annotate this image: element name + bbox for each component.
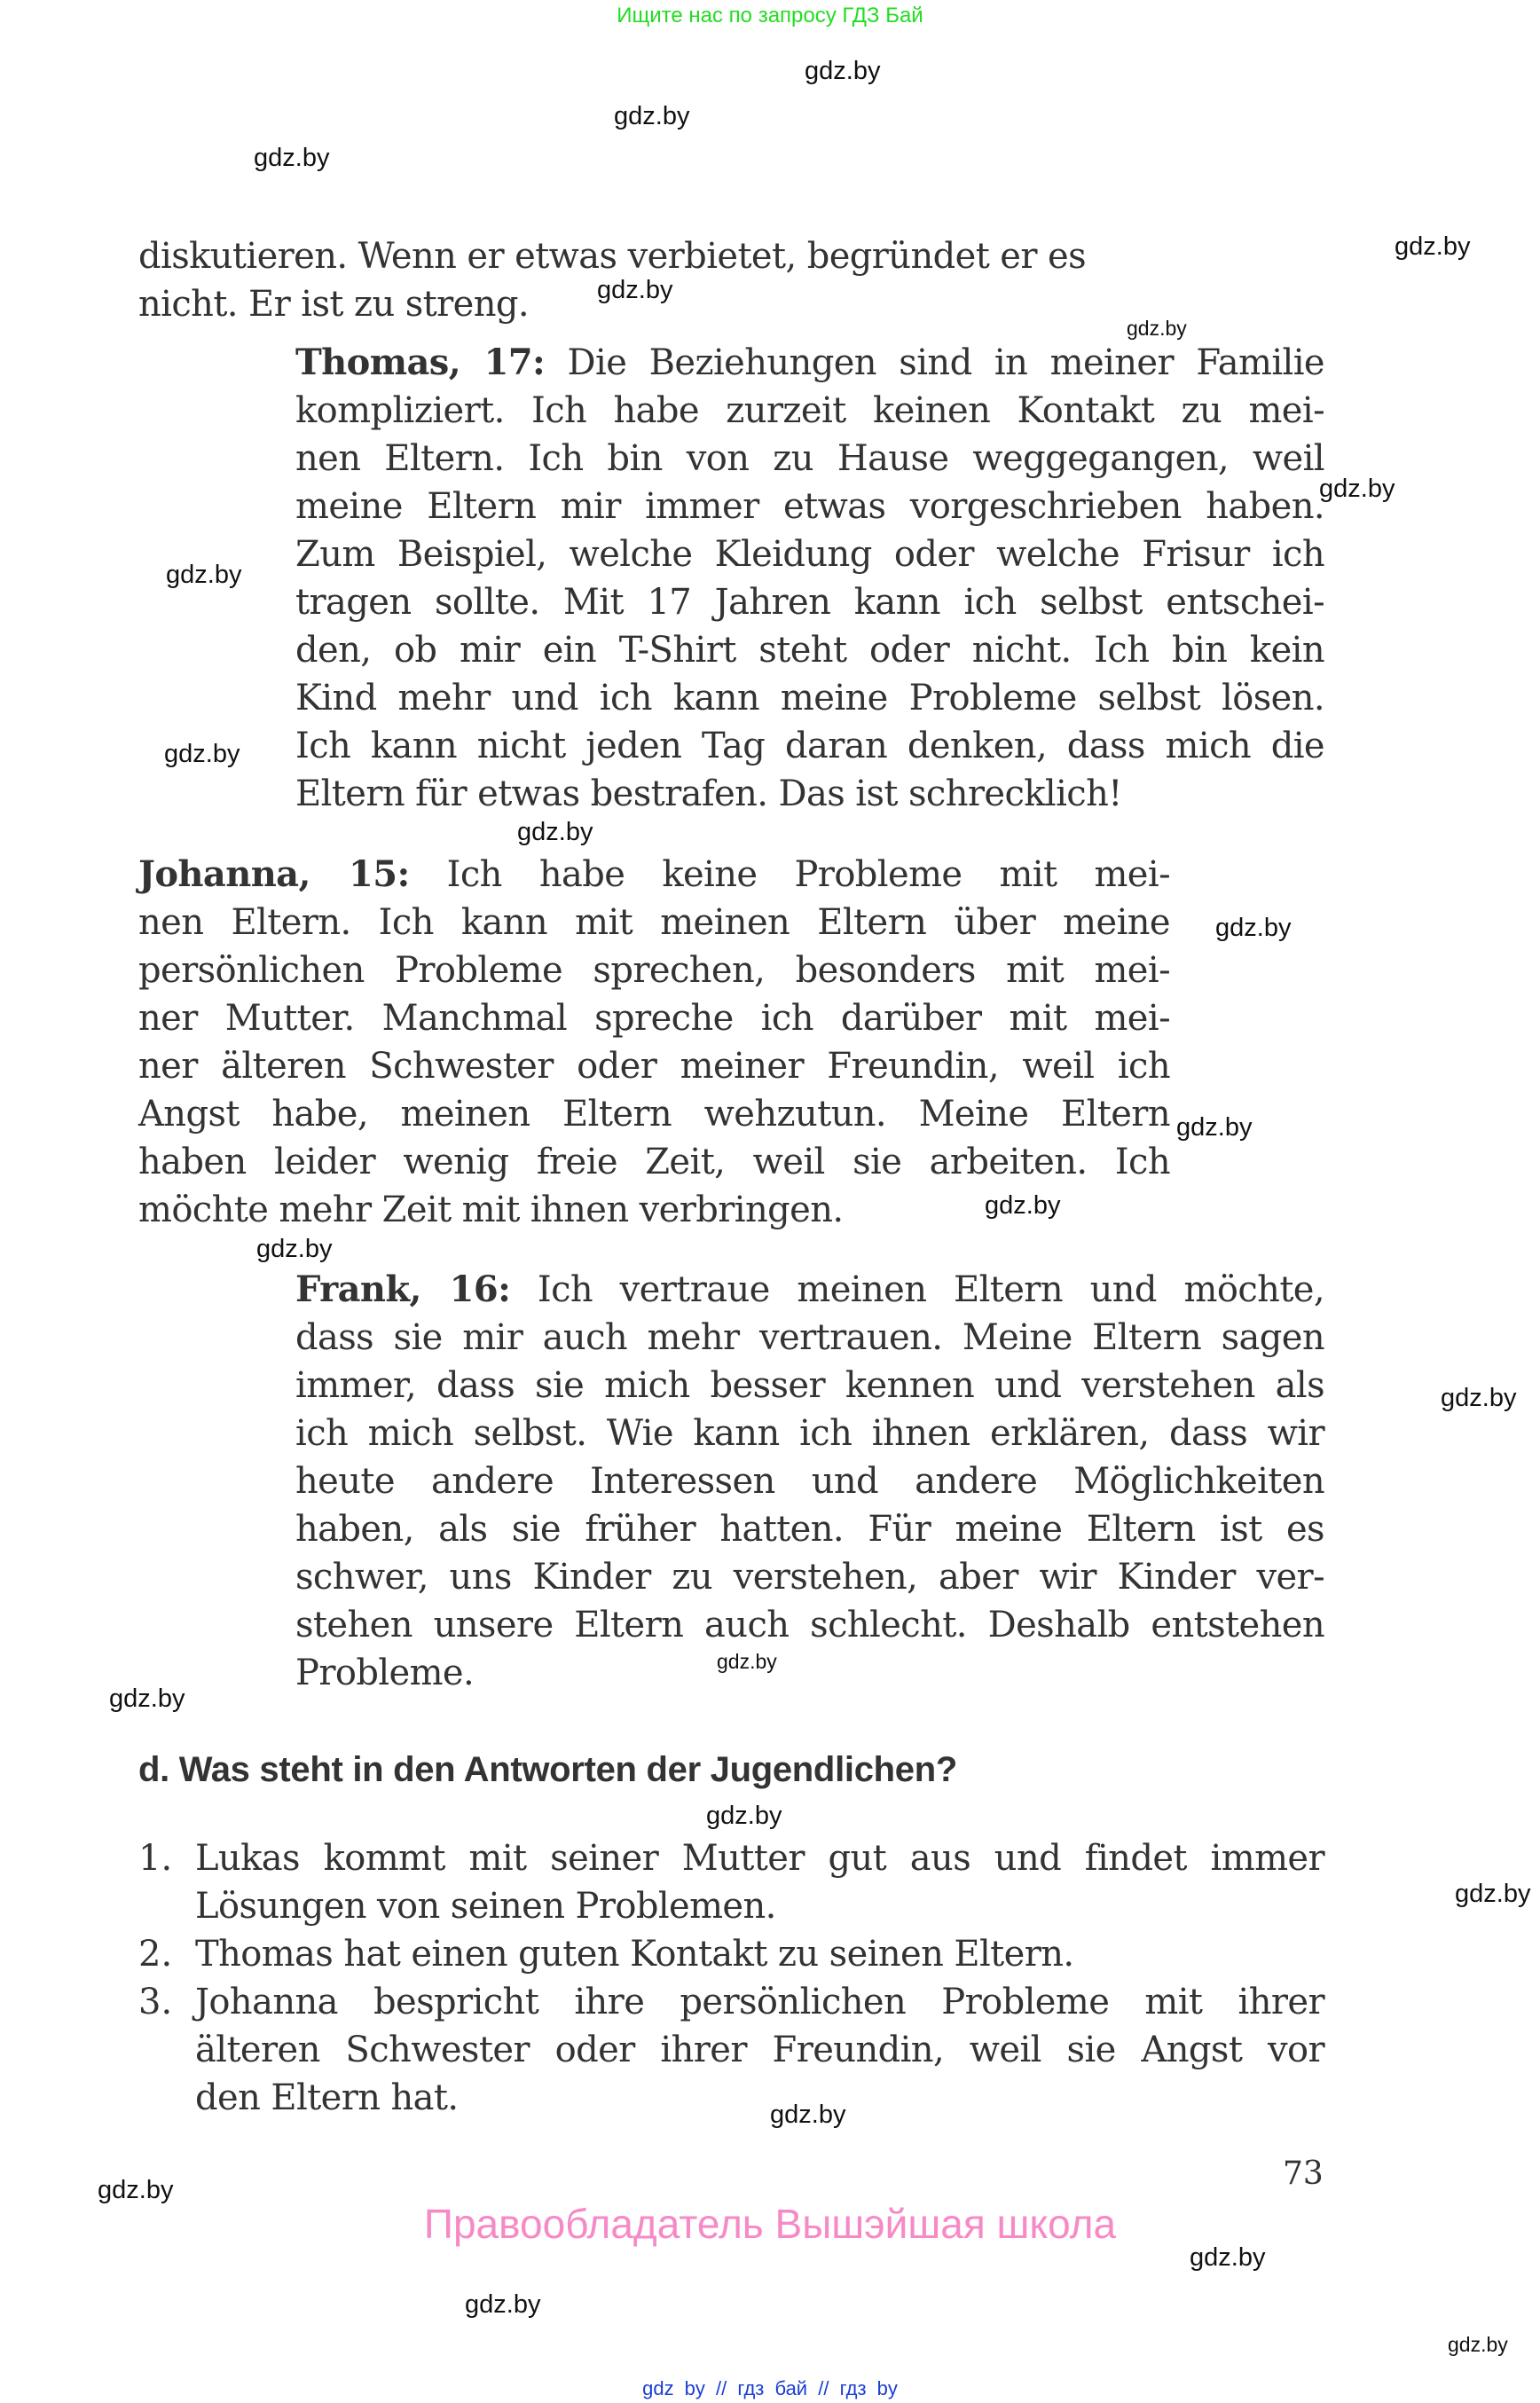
text-line: diskutieren. Wenn er etwas verbietet, begründet er es (138, 236, 1087, 277)
watermark: gdz.by (706, 1802, 782, 1830)
list-item-text: Lösungen von seinen Problemen. (195, 1886, 776, 1927)
text-line: kompliziert. Ich habe zurzeit keinen Kontakt zu mei- (295, 390, 1324, 431)
watermark: gdz.by (109, 1684, 185, 1713)
watermark: gdz.by (1127, 317, 1187, 340)
speaker-name: Johanna, 15: (138, 853, 410, 895)
search-banner: Ищите нас по запросу ГДЗ Бай (617, 4, 923, 27)
footer-links (0, 2377, 1540, 2400)
watermark: gdz.by (770, 2101, 846, 2129)
list-item-text: Thomas hat einen guten Kontakt zu seinen Eltern. (195, 1934, 1074, 1975)
text-line: Probleme. (295, 1653, 475, 1693)
text-line: Angst habe, meinen Eltern wehzutun. Meine Eltern (138, 1094, 1170, 1135)
footer-separator: // (716, 2377, 727, 2399)
speaker-name: Frank, 16: (295, 1268, 511, 1310)
text-line: den, ob mir ein T-Shirt steht oder nicht. Ich bin kein (295, 630, 1324, 671)
text-line: Zum Beispiel, welche Kleidung oder welche Frisur ich (295, 534, 1324, 575)
list-item-number: 3. (138, 1982, 173, 2022)
text-line: schwer, uns Kinder zu verstehen, aber wir Kinder ver- (295, 1557, 1324, 1598)
footer-link-gdz-by-cyr[interactable]: гдз by (839, 2377, 898, 2399)
watermark: gdz.by (717, 1650, 777, 1673)
text-line: Frank, 16: Ich vertraue meinen Eltern und möchte, (295, 1268, 1324, 1310)
text-line: heute andere Interessen und andere Möglichkeiten (295, 1461, 1324, 1502)
watermark: gdz.by (1455, 1880, 1531, 1908)
watermark: gdz.by (1319, 475, 1395, 503)
watermark: gdz.by (164, 740, 240, 768)
footer-separator: // (818, 2377, 829, 2399)
watermark: gdz.by (805, 57, 881, 85)
text-line: immer, dass sie mich besser kennen und verstehen als (295, 1365, 1324, 1406)
exercise-heading: d. Was steht in den Antworten der Jugendlichen? (138, 1750, 957, 1789)
list-item-text: Lukas kommt mit seiner Mutter gut aus und findet immer (195, 1838, 1324, 1879)
list-item-text: älteren Schwester oder ihrer Freundin, weil sie Angst vor (195, 2030, 1324, 2070)
footer-link-gdz-bai[interactable]: гдз бай (737, 2377, 808, 2399)
text-line: nicht. Er ist zu streng. (138, 284, 529, 325)
copyright-notice: Правообладатель Вышэйшая школа (423, 2201, 1117, 2247)
watermark: gdz.by (517, 818, 593, 846)
list-item-text: Johanna bespricht ihre persönlichen Probleme mit ihrer (195, 1982, 1324, 2022)
text-line: Ich kann nicht jeden Tag daran denken, dass mich die (295, 726, 1324, 766)
text-line: stehen unsere Eltern auch schlecht. Deshalb entstehen (295, 1605, 1324, 1645)
watermark: gdz.by (1190, 2243, 1266, 2272)
text-line: persönlichen Probleme sprechen, besonders mit mei- (138, 950, 1170, 991)
footer-link-gdz-by[interactable]: gdz by (642, 2377, 705, 2399)
text-line: Thomas, 17: Die Beziehungen sind in meiner Familie (295, 342, 1324, 383)
watermark: gdz.by (98, 2176, 174, 2204)
watermark: gdz.by (1395, 232, 1471, 261)
watermark: gdz.by (614, 102, 690, 130)
watermark: gdz.by (256, 1235, 333, 1263)
watermark: gdz.by (254, 144, 330, 172)
text-line: ner älteren Schwester oder meiner Freundin, weil ich (138, 1046, 1170, 1087)
text-line: ner Mutter. Manchmal spreche ich darüber mit mei- (138, 998, 1170, 1039)
watermark: gdz.by (166, 561, 242, 589)
text-line: nen Eltern. Ich bin von zu Hause weggegangen, weil (295, 438, 1324, 479)
speaker-name: Thomas, 17: (295, 342, 546, 383)
text-line: dass sie mir auch mehr vertrauen. Meine Eltern sagen (295, 1317, 1324, 1358)
watermark: gdz.by (1215, 914, 1292, 942)
text-line: nen Eltern. Ich kann mit meinen Eltern über meine (138, 902, 1170, 943)
watermark: gdz.by (985, 1191, 1061, 1220)
watermark: gdz.by (1448, 2333, 1508, 2356)
text-line: Kind mehr und ich kann meine Probleme selbst lösen. (295, 678, 1324, 719)
text-line: meine Eltern mir immer etwas vorgeschrieben haben. (295, 486, 1324, 527)
watermark: gdz.by (597, 276, 673, 304)
text-line: Eltern für etwas bestrafen. Das ist schrecklich! (295, 774, 1122, 814)
text-line: haben, als sie früher hatten. Für meine Eltern ist es (295, 1509, 1324, 1550)
text-line: tragen sollte. Mit 17 Jahren kann ich selbst entschei- (295, 582, 1324, 623)
watermark: gdz.by (1176, 1113, 1253, 1142)
text-line: haben leider wenig freie Zeit, weil sie arbeiten. Ich (138, 1142, 1170, 1182)
list-item-number: 2. (138, 1934, 173, 1975)
watermark: gdz.by (465, 2290, 541, 2319)
page-number: 73 (1283, 2156, 1324, 2192)
text-line: ich mich selbst. Wie kann ich ihnen erklären, dass wir (295, 1413, 1324, 1454)
text-line: möchte mehr Zeit mit ihnen verbringen. (138, 1190, 844, 1230)
list-item-number: 1. (138, 1838, 173, 1879)
text-line: Johanna, 15: Ich habe keine Probleme mit mei- (138, 853, 1170, 895)
watermark: gdz.by (1441, 1384, 1517, 1412)
list-item-text: den Eltern hat. (195, 2077, 459, 2118)
